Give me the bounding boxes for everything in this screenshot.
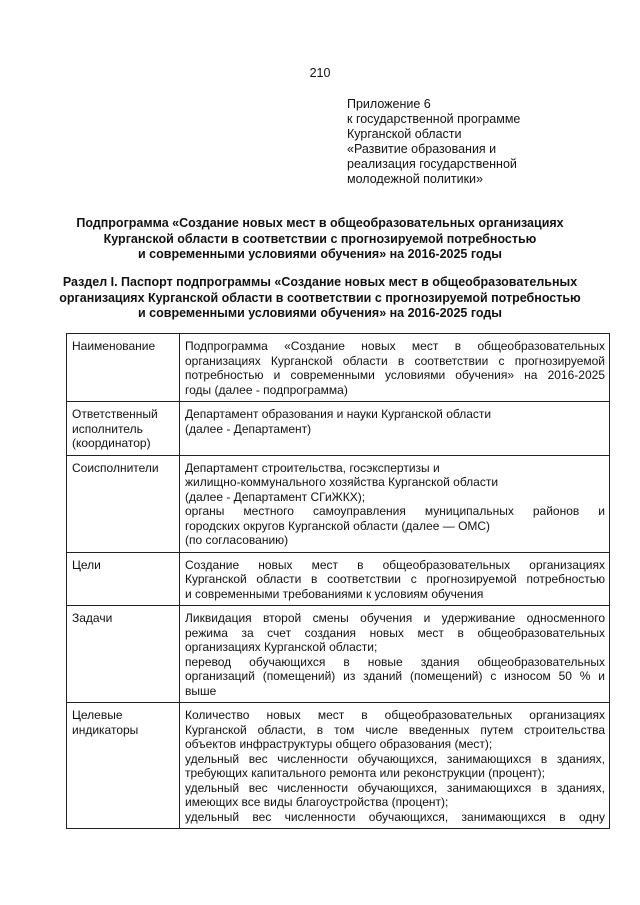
row-value-line: режима за счет создания новых мест в общеобразовательных bbox=[185, 625, 605, 640]
row-value-line: (далее - Департамент) bbox=[185, 421, 312, 436]
appendix-line: молодежной политики» bbox=[347, 172, 483, 186]
appendix-line: «Развитие образования и bbox=[347, 142, 497, 156]
passport-row-tasks bbox=[67, 606, 610, 703]
row-label-line: Наименование bbox=[72, 339, 156, 353]
row-label bbox=[67, 552, 180, 606]
section-title bbox=[40, 275, 600, 322]
row-label-line: индикаторы bbox=[72, 722, 139, 737]
row-value-line: удельный вес численности обучающихся, занимающихся в одну bbox=[185, 809, 605, 824]
row-value-line: потребностью и современными условиями обучения» на 2016-2025 bbox=[185, 368, 605, 382]
row-value-line: Создание новых мест в общеобразовательных организациях bbox=[185, 557, 605, 572]
row-label bbox=[67, 606, 180, 703]
page-number: 210 bbox=[309, 66, 331, 80]
row-value bbox=[180, 402, 610, 456]
row-value-line: (по согласованию) bbox=[185, 533, 289, 547]
row-value-line: требующих капитального ремонта или реконструкции (процент); bbox=[185, 766, 545, 780]
row-label bbox=[67, 334, 180, 402]
row-value-line: годы (далее - подпрограмма) bbox=[185, 382, 348, 397]
passport-row-coexecutors bbox=[67, 455, 610, 552]
row-value-line: организациях Курганской области; bbox=[185, 640, 378, 654]
row-value-line: Количество новых мест в общеобразовательных организациях bbox=[185, 708, 605, 722]
appendix-line: Приложение 6 bbox=[347, 97, 431, 111]
appendix-block bbox=[347, 97, 520, 187]
row-value-line: Курганской области, в том числе введенных путем строительства bbox=[185, 722, 605, 737]
row-label-line: Соисполнители bbox=[72, 460, 159, 475]
passport-row-indicators bbox=[67, 703, 610, 829]
row-value-line: организациях Курганской области в соответствии с прогнозируемой bbox=[185, 353, 605, 368]
row-label bbox=[67, 703, 180, 829]
row-value bbox=[180, 455, 610, 552]
row-label-line: Целевые bbox=[72, 708, 123, 722]
row-value-line: (далее - Департамент СГиЖКХ); bbox=[185, 489, 366, 504]
row-value-line: имеющих все виды благоустройства (процент); bbox=[185, 795, 449, 809]
row-label bbox=[67, 455, 180, 552]
row-value bbox=[180, 334, 610, 402]
row-label-line: исполнитель bbox=[72, 421, 143, 436]
passport-row-name bbox=[67, 334, 610, 402]
row-value bbox=[180, 703, 610, 829]
row-label-line: (координатор) bbox=[72, 436, 151, 450]
row-value-line: городских округов Курганской области (далее — ОМС) bbox=[185, 518, 491, 533]
section-title-line: организациях Курганской области в соответствии с прогнозируемой потребностью bbox=[59, 290, 581, 305]
row-value-line: организаций (помещений) из зданий (помещений) с износом 50 % и bbox=[185, 669, 605, 683]
row-value-line: объектов инфраструктуры общего образования (мест); bbox=[185, 737, 493, 751]
row-value-line: Подпрограмма «Создание новых мест в общеобразовательных bbox=[185, 339, 605, 353]
row-value-line: Департамент строительства, госэкспертизы и bbox=[185, 460, 440, 475]
passport-row-executor bbox=[67, 402, 610, 456]
row-label bbox=[67, 402, 180, 456]
row-value-line: и современными требованиями к условиям обучения bbox=[185, 586, 484, 601]
row-label-line: Ответственный bbox=[72, 407, 158, 421]
appendix-line: реализация государственной bbox=[347, 157, 517, 171]
row-value-line: Ликвидация второй смены обучения и удерживание односменного bbox=[185, 611, 605, 625]
passport-table bbox=[66, 333, 610, 829]
passport-row-goals bbox=[67, 552, 610, 606]
program-title-line: Курганской области в соответствии с прогнозируемой потребностью bbox=[103, 231, 537, 246]
row-value bbox=[180, 552, 610, 606]
program-title bbox=[40, 216, 600, 263]
row-value-line: Курганской области в соответствии с прогнозируемой потребностью bbox=[185, 572, 605, 586]
row-value bbox=[180, 606, 610, 703]
row-value-line: жилищно-коммунального хозяйства Курганской области bbox=[185, 475, 499, 489]
row-label-line: Цели bbox=[72, 557, 101, 572]
row-value-line: удельный вес численности обучающихся, занимающихся в зданиях, bbox=[185, 780, 605, 795]
row-value-line: выше bbox=[185, 683, 217, 698]
row-value-line: Департамент образования и науки Курганской области bbox=[185, 407, 492, 421]
row-label-line: Задачи bbox=[72, 611, 113, 625]
program-title-line: и современными условиями обучения» на 2016-2025 годы bbox=[138, 247, 502, 261]
section-title-line: Раздел I. Паспорт подпрограммы «Создание новых мест в общеобразовательных bbox=[62, 275, 578, 289]
program-title-line: Подпрограмма «Создание новых мест в общеобразовательных организациях bbox=[76, 216, 564, 230]
appendix-line: к государственной программе bbox=[347, 112, 521, 126]
row-value-line: удельный вес численности обучающихся, занимающихся в зданиях, bbox=[185, 751, 605, 766]
section-title-line: и современными условиями обучения» на 2016-2025 годы bbox=[138, 306, 502, 320]
row-value-line: перевод обучающихся в новые здания общеобразовательных bbox=[185, 654, 605, 669]
appendix-line: Курганской области bbox=[347, 127, 462, 141]
row-value-line: органы местного самоуправления муниципальных районов и bbox=[185, 504, 605, 518]
